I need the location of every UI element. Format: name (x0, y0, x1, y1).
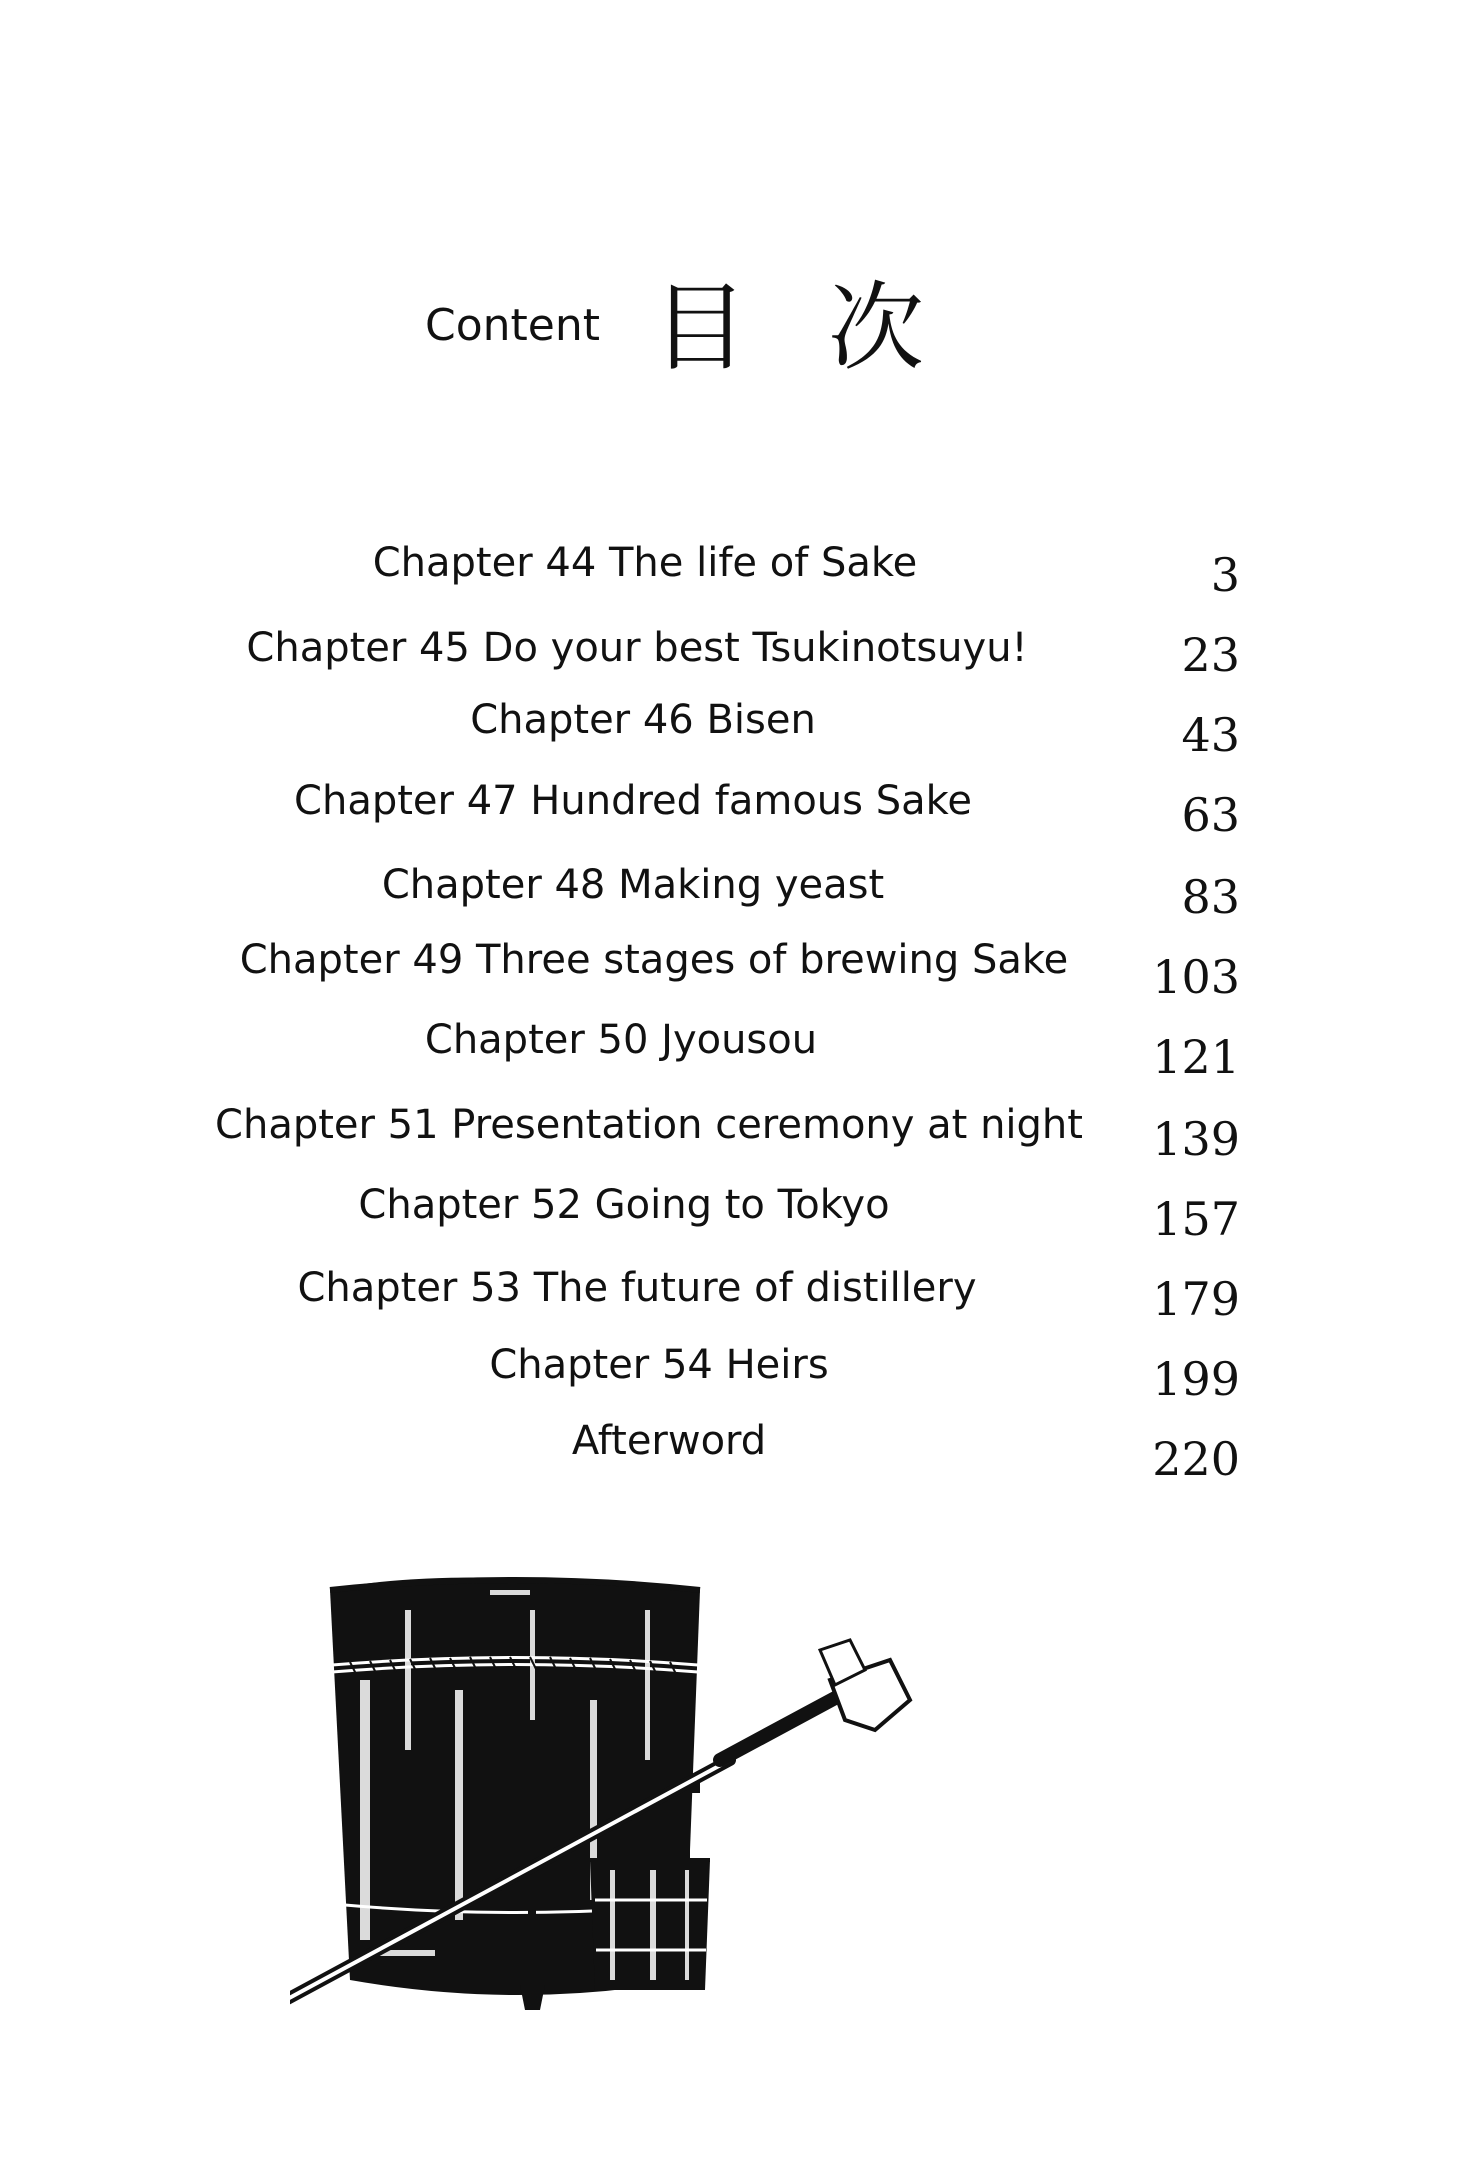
toc-page-ch52: 157 (1152, 1192, 1240, 1246)
toc-page-ch44: 3 (1210, 548, 1240, 602)
toc-page-ch53: 179 (1152, 1272, 1240, 1326)
toc-page-ch49: 103 (1152, 950, 1240, 1004)
sake-barrel-and-bucket-icon (290, 1570, 950, 2040)
toc-page-ch50: 121 (1152, 1030, 1240, 1084)
toc-page-ch51: 139 (1152, 1112, 1240, 1166)
toc-title-ch45[interactable]: Chapter 45 Do your best Tsukinotsuyu! (246, 625, 1028, 671)
toc-title-ch44[interactable]: Chapter 44 The life of Sake (372, 540, 918, 586)
toc-title-ch46[interactable]: Chapter 46 Bisen (470, 697, 816, 743)
toc-title-ch49[interactable]: Chapter 49 Three stages of brewing Sake (239, 937, 1069, 983)
toc-page-ch45: 23 (1181, 628, 1240, 682)
toc-page-ch54: 199 (1152, 1352, 1240, 1406)
toc-title-ch51[interactable]: Chapter 51 Presentation ceremony at night (215, 1102, 1083, 1148)
toc-title-ch54[interactable]: Chapter 54 Heirs (489, 1342, 829, 1388)
toc-page-afterword: 220 (1152, 1432, 1240, 1486)
toc-title-ch50[interactable]: Chapter 50 Jyousou (424, 1017, 818, 1063)
contents-heading-english: Content (425, 300, 600, 351)
toc-title-ch47[interactable]: Chapter 47 Hundred famous Sake (294, 778, 972, 824)
toc-page-ch47: 63 (1181, 788, 1240, 842)
toc-title-afterword[interactable]: Afterword (571, 1418, 767, 1464)
contents-heading-japanese: 目次 (652, 272, 1004, 384)
toc-title-ch48[interactable]: Chapter 48 Making yeast (381, 862, 885, 908)
toc-page-ch48: 83 (1181, 870, 1240, 924)
toc-page-ch46: 43 (1181, 708, 1240, 762)
toc-title-ch52[interactable]: Chapter 52 Going to Tokyo (358, 1182, 890, 1228)
toc-title-ch53[interactable]: Chapter 53 The future of distillery (297, 1265, 977, 1311)
